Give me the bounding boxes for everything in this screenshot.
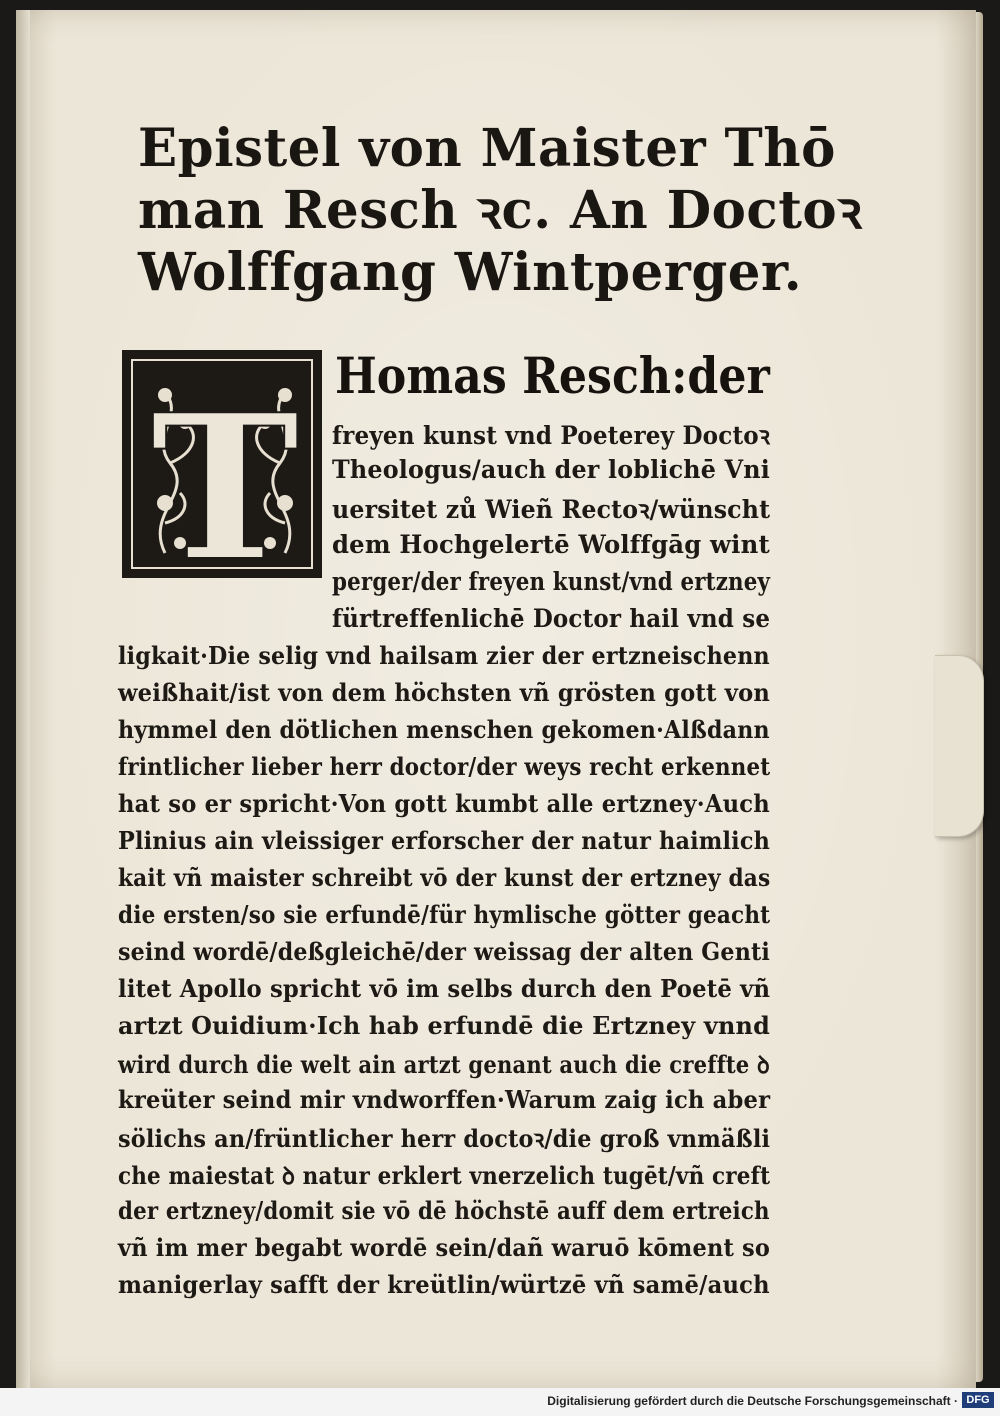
- body-line: freyen kunst vnd Poeterey Doctoꝛ: [332, 421, 771, 450]
- decorated-initial-letter: [122, 350, 322, 581]
- body-line: der ertzney/domit sie vō dē höchstē auff dem ertreich: [118, 1196, 770, 1225]
- page-title: [138, 118, 863, 304]
- initial-letter-glyph: T: [150, 371, 300, 581]
- body-line: uersitet zů Wieñ Rectoꝛ/wünscht: [332, 495, 771, 524]
- body-line: hymmel den dötlichen menschen gekomen·Alßdann: [118, 715, 770, 744]
- first-line-text: Homas Resch:der: [335, 346, 770, 405]
- title-line-1: Epistel von Maister Thō: [138, 118, 836, 179]
- body-line: litet Apollo spricht vō im selbs durch den Poetē vñ: [118, 974, 771, 1003]
- body-line: manigerlay safft der kreütlin/würtzē vñ samē/auch: [118, 1270, 770, 1299]
- body-line: vñ im mer begabt wordē sein/dañ waruō kōment so: [118, 1233, 771, 1262]
- body-line: sölichs an/früntlicher herr doctoꝛ/die groß vnmäßli: [118, 1124, 771, 1153]
- body-line: Theologus/auch der loblichē Vni: [332, 455, 770, 484]
- body-line: wird durch die welt ain artzt genant auch die creffte ꝺ: [118, 1050, 770, 1079]
- page-gutter: [16, 10, 30, 1388]
- body-line: fürtreffenlichē Doctor hail vnd se: [332, 604, 771, 633]
- body-line: kreüter seind mir vndworffen·Warum zaig ich aber: [118, 1085, 771, 1114]
- title-line-2: man Resch ꝛc. An Doctoꝛ: [138, 180, 863, 241]
- floral-ornament-icon: [125, 353, 325, 581]
- body-line: che maiestat ꝺ natur erklert vnerzelich tugēt/vñ creft: [118, 1161, 771, 1190]
- body-line: seind wordē/deßgleichē/der weissag der alten Genti: [118, 937, 770, 966]
- paper-tab-marker: [935, 655, 984, 837]
- body-line: dem Hochgelertē Wolffgāg wint: [332, 530, 770, 559]
- body-line: weißhait/ist von dem höchsten vñ grösten gott von: [118, 678, 771, 707]
- body-line: artzt Ouidium·Ich hab erfundē die Ertzney vnnd: [118, 1011, 771, 1040]
- dfg-logo: DFG: [962, 1392, 994, 1408]
- body-line: frintlicher lieber herr doctor/der weys recht erkennet: [118, 752, 771, 781]
- body-line: die ersten/so sie erfundē/für hymlische götter geacht: [118, 900, 771, 929]
- body-line: ligkait·Die selig vnd hailsam zier der ertzneischenn: [118, 641, 770, 670]
- footer-credit: Digitalisierung gefördert durch die Deutsche Forschungsgemeinschaft ·: [547, 1394, 958, 1408]
- title-line-3: Wolffgang Wintperger.: [138, 242, 803, 303]
- body-line: kait vñ maister schreibt vō der kunst der ertzney das: [118, 863, 771, 892]
- body-line: Plinius ain vleissiger erforscher der natur haimlich: [118, 826, 770, 855]
- body-line: hat so er spricht·Von gott kumbt alle ertzney·Auch: [118, 789, 770, 818]
- body-line: perger/der freyen kunst/vnd ertzney: [332, 567, 771, 596]
